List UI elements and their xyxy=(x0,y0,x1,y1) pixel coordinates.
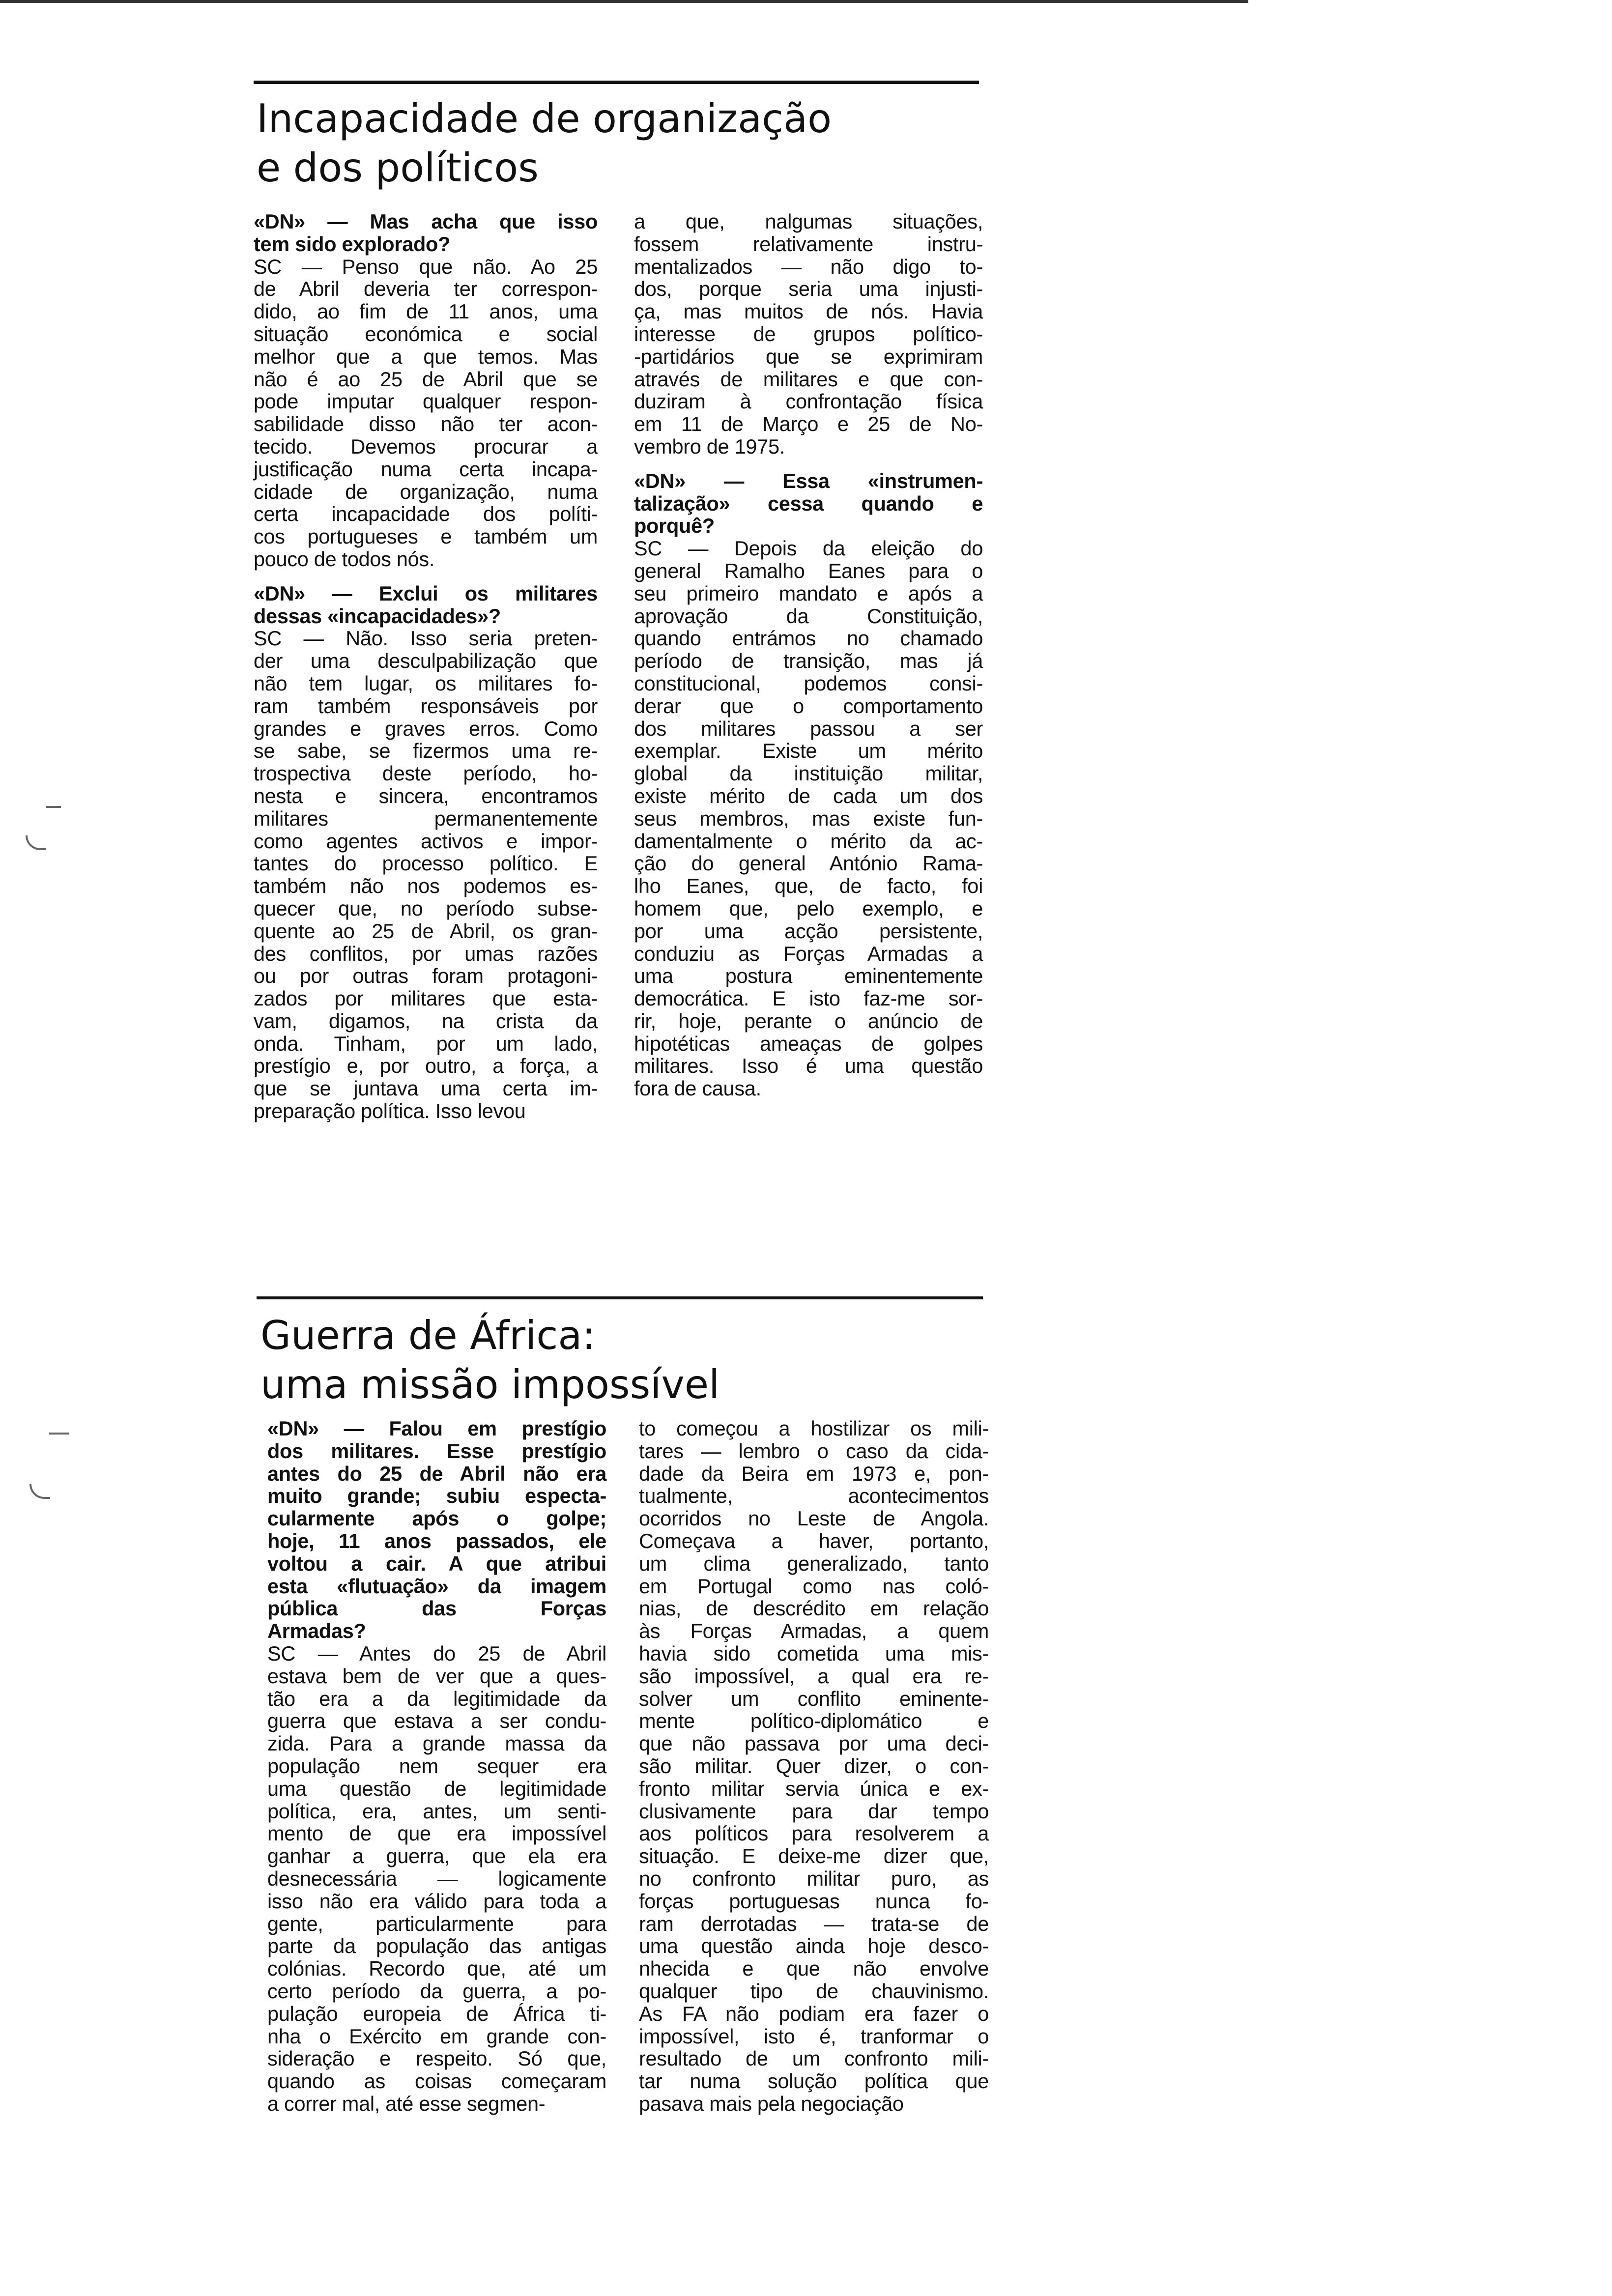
article-column-right xyxy=(634,210,983,1100)
text-line: certa incapacidade dos políti- xyxy=(254,502,598,526)
text-line: preparação política. Isso levou xyxy=(254,1099,526,1123)
headline-line: Incapacidade de organização xyxy=(257,96,832,142)
text-line: uma questão ainda hoje desco- xyxy=(639,1934,989,1958)
punch-hole-mark xyxy=(46,806,61,808)
text-line: SC — Penso que não. Ao 25 xyxy=(254,255,598,278)
text-line: a correr mal, até esse segmen- xyxy=(267,2092,546,2115)
text-line: pode imputar qualquer respon- xyxy=(254,390,598,413)
text-line: ocorridos no Leste de Angola. xyxy=(639,1507,989,1530)
text-line: quando as coisas começaram xyxy=(267,2069,606,2093)
text-line: constitucional, podemos consi- xyxy=(634,671,983,695)
text-line: «DN» — Falou em prestígio xyxy=(267,1417,606,1440)
text-line: tar numa solução política que xyxy=(639,2069,989,2093)
interview-question xyxy=(634,470,983,537)
text-line: dos, porque seria uma injusti- xyxy=(634,277,983,301)
text-line: população nem sequer era xyxy=(267,1754,606,1778)
interview-answer xyxy=(254,627,598,1122)
text-line: exemplar. Existe um mérito xyxy=(634,739,983,763)
text-line: SC — Depois da eleição do xyxy=(634,537,983,560)
text-line: tares — lembro o caso da cida- xyxy=(639,1439,989,1463)
text-line: aos políticos para resolverem a xyxy=(639,1822,989,1845)
text-line: lho Eanes, que, de facto, foi xyxy=(634,874,983,898)
text-line: também não nos podemos es- xyxy=(254,874,598,898)
text-line: tem sido explorado? xyxy=(254,232,451,256)
text-line: homem que, pelo exemplo, e xyxy=(634,896,983,920)
text-line: nha o Exército em grande con- xyxy=(267,2024,606,2048)
interview-answer xyxy=(634,537,983,1100)
text-line: des conflitos, por umas razões xyxy=(254,942,598,965)
article-column-right xyxy=(639,1417,989,2115)
text-line: situação económica e social xyxy=(254,322,598,345)
text-line: Armadas? xyxy=(267,1619,366,1643)
text-line: não é ao 25 de Abril que se xyxy=(254,367,598,391)
text-line: porquê? xyxy=(634,514,715,538)
text-line: mente político-diplomático e xyxy=(639,1709,989,1733)
text-line: solver um conflito eminente- xyxy=(639,1687,989,1710)
interview-answer xyxy=(634,210,983,458)
text-line: situação. E deixe-me dizer que, xyxy=(639,1844,989,1868)
text-line: por uma acção persistente, xyxy=(634,919,983,943)
text-line: vembro de 1975. xyxy=(634,434,785,458)
text-line: política, era, antes, um senti- xyxy=(267,1799,606,1823)
scan-edge xyxy=(0,0,1248,3)
interview-question xyxy=(254,210,598,256)
text-line: «DN» — Mas acha que isso xyxy=(254,210,598,233)
text-line: ram também responsáveis por xyxy=(254,694,598,718)
text-line: antes do 25 de Abril não era xyxy=(267,1462,606,1485)
text-line: voltou a cair. A que atribui xyxy=(267,1551,606,1575)
interview-question xyxy=(267,1417,606,1642)
article-top-rule xyxy=(254,81,979,84)
text-line: prestígio e, por outro, a força, a xyxy=(254,1054,598,1078)
text-line: mentalizados — não digo to- xyxy=(634,255,983,278)
text-line: no confronto militar puro, as xyxy=(639,1866,989,1890)
text-line: pulação europeia de África ti- xyxy=(267,2002,606,2025)
text-line: interesse de grupos político- xyxy=(634,322,983,345)
text-line: aprovação da Constituição, xyxy=(634,604,983,628)
text-line: militares permanentemente xyxy=(254,806,598,830)
text-line: esta «flutuação» da imagem xyxy=(267,1574,606,1598)
text-line: mento de que era impossível xyxy=(267,1822,606,1845)
text-line: colónias. Recordo que, até um xyxy=(267,1957,606,1980)
text-line: dos militares. Esse prestígio xyxy=(267,1439,606,1463)
text-line: pasava mais pela negociação xyxy=(639,2092,904,2115)
interview-answer xyxy=(254,256,598,571)
text-line: impossível, isto é, tranformar o xyxy=(639,2024,989,2048)
text-line: dos militares passou a ser xyxy=(634,717,983,740)
text-line: se sabe, se fizermos uma re- xyxy=(254,739,598,763)
text-line: guerra que estava a ser condu- xyxy=(267,1709,606,1733)
text-line: uma questão de legitimidade xyxy=(267,1777,606,1800)
text-line: desnecessária — logicamente xyxy=(267,1866,606,1890)
text-line: duziram à confrontação física xyxy=(634,390,983,413)
text-line: não tem lugar, os militares fo- xyxy=(254,671,598,695)
interview-question xyxy=(254,582,598,628)
text-line: Começava a haver, portanto, xyxy=(639,1529,989,1552)
text-line: trospectiva deste período, ho- xyxy=(254,762,598,785)
text-line: vam, digamos, na crista da xyxy=(254,1009,598,1033)
text-line: ganhar a guerra, que ela era xyxy=(267,1844,606,1868)
text-line: quente ao 25 de Abril, os gran- xyxy=(254,919,598,943)
text-line: um clima generalizado, tanto xyxy=(639,1551,989,1575)
text-line: ção do general António Rama- xyxy=(634,852,983,875)
text-line: talização» cessa quando e xyxy=(634,491,983,515)
text-line: melhor que a que temos. Mas xyxy=(254,344,598,368)
text-line: são impossível, a qual era re- xyxy=(639,1664,989,1688)
text-line: existe mérito de cada um dos xyxy=(634,784,983,807)
headline-line: uma missão impossível xyxy=(260,1362,720,1407)
text-line: tecido. Devemos procurar a xyxy=(254,434,598,458)
text-line: zados por militares que esta- xyxy=(254,987,598,1010)
text-line: SC — Não. Isso seria preten- xyxy=(254,627,598,650)
text-line: hoje, 11 anos passados, ele xyxy=(267,1529,606,1552)
text-line: pública das Forças xyxy=(267,1597,606,1620)
text-line: dessas «incapacidades»? xyxy=(254,604,501,628)
text-line: nhecida e que não envolve xyxy=(639,1957,989,1980)
text-line: forças portuguesas nunca fo- xyxy=(639,1889,989,1913)
article-column-left xyxy=(267,1417,606,2115)
text-line: de Abril deveria ter correspon- xyxy=(254,277,598,301)
text-line: a que, nalgumas situações, xyxy=(634,210,983,233)
text-line: hipotéticas ameaças de golpes xyxy=(634,1032,983,1055)
text-line: certo período da guerra, a po- xyxy=(267,1979,606,2003)
text-line: onda. Tinham, por um lado, xyxy=(254,1032,598,1055)
text-line: resultado de um confronto mili- xyxy=(639,2047,989,2070)
text-line: uma postura eminentemente xyxy=(634,964,983,988)
text-line: são militar. Quer dizer, o con- xyxy=(639,1754,989,1778)
article-top-rule xyxy=(257,1296,983,1299)
text-line: fora de causa. xyxy=(634,1077,761,1100)
text-line: damentalmente o mérito da ac- xyxy=(634,829,983,853)
text-line: muito grande; subiu especta- xyxy=(267,1484,606,1508)
text-line: to começou a hostilizar os mili- xyxy=(639,1417,989,1440)
text-line: estava bem de ver que a ques- xyxy=(267,1664,606,1688)
text-line: isso não era válido para toda a xyxy=(267,1889,606,1913)
text-line: nesta e sincera, encontramos xyxy=(254,784,598,807)
headline-line: e dos políticos xyxy=(257,145,539,191)
text-line: pouco de todos nós. xyxy=(254,547,435,571)
article-column-left xyxy=(254,210,598,1122)
text-line: às Forças Armadas, a quem xyxy=(639,1619,989,1643)
text-line: tão era a da legitimidade da xyxy=(267,1687,606,1710)
text-line: seus membros, mas existe fun- xyxy=(634,806,983,830)
text-line: sideração e respeito. Só que, xyxy=(267,2047,606,2070)
text-line: seu primeiro mandato e após a xyxy=(634,581,983,605)
text-line: derar que o comportamento xyxy=(634,694,983,718)
text-line: general Ramalho Eanes para o xyxy=(634,559,983,582)
text-line: -partidários que se exprimiram xyxy=(634,344,983,368)
text-line: sabilidade disso não ter acon- xyxy=(254,412,598,436)
text-line: zida. Para a grande massa da xyxy=(267,1732,606,1755)
text-line: que se juntava uma certa im- xyxy=(254,1077,598,1100)
text-line: parte da população das antigas xyxy=(267,1934,606,1958)
punch-hole-mark xyxy=(26,835,46,850)
text-line: fronto militar servia única e ex- xyxy=(639,1777,989,1800)
article-headline xyxy=(260,1311,720,1409)
interview-answer xyxy=(267,1642,606,2115)
text-line: conduziu as Forças Armadas a xyxy=(634,942,983,965)
text-line: grandes e graves erros. Como xyxy=(254,717,598,740)
text-line: quecer que, no período subse- xyxy=(254,896,598,920)
text-line: tantes do processo político. E xyxy=(254,852,598,875)
text-line: nias, de descrédito em relação xyxy=(639,1597,989,1620)
text-line: através de militares e que con- xyxy=(634,367,983,391)
text-line: qualquer tipo de chauvinismo. xyxy=(639,1979,989,2003)
headline-line: Guerra de África: xyxy=(260,1313,596,1358)
text-line: fossem relativamente instru- xyxy=(634,232,983,256)
text-line: cularmente após o golpe; xyxy=(267,1507,606,1530)
text-line: SC — Antes do 25 de Abril xyxy=(267,1641,606,1665)
text-line: gente, particularmente para xyxy=(267,1912,606,1935)
text-line: democrática. E isto faz-me sor- xyxy=(634,987,983,1010)
text-line: «DN» — Exclui os militares xyxy=(254,581,598,605)
text-line: tualmente, acontecimentos xyxy=(639,1484,989,1508)
text-line: quando entrámos no chamado xyxy=(634,627,983,650)
punch-hole-mark xyxy=(29,1484,50,1499)
text-line: havia sido cometida uma mis- xyxy=(639,1641,989,1665)
text-line: dido, ao fim de 11 anos, uma xyxy=(254,300,598,323)
text-line: ou por outras foram protagoni- xyxy=(254,964,598,988)
text-line: período de transição, mas já xyxy=(634,649,983,673)
text-line: em Portugal como nas coló- xyxy=(639,1574,989,1598)
text-line: em 11 de Março e 25 de No- xyxy=(634,412,983,436)
text-line: clusivamente para dar tempo xyxy=(639,1799,989,1823)
text-line: «DN» — Essa «instrumen- xyxy=(634,469,983,492)
text-line: As FA não podiam era fazer o xyxy=(639,2002,989,2025)
text-line: que não passava por uma deci- xyxy=(639,1732,989,1755)
text-line: ram derrotadas — trata-se de xyxy=(639,1912,989,1935)
text-line: militares. Isso é uma questão xyxy=(634,1054,983,1078)
punch-hole-mark xyxy=(49,1433,69,1435)
text-line: dade da Beira em 1973 e, pon- xyxy=(639,1462,989,1485)
text-line: como agentes activos e impor- xyxy=(254,829,598,853)
text-line: der uma desculpabilização que xyxy=(254,649,598,673)
text-line: ça, mas muitos de nós. Havia xyxy=(634,300,983,323)
text-line: cos portugueses e também um xyxy=(254,525,598,548)
article-headline xyxy=(257,94,832,193)
text-line: global da instituição militar, xyxy=(634,762,983,785)
text-line: rir, hoje, perante o anúncio de xyxy=(634,1009,983,1033)
interview-answer xyxy=(639,1417,989,2115)
text-line: justificação numa certa incapa- xyxy=(254,457,598,481)
text-line: cidade de organização, numa xyxy=(254,480,598,503)
